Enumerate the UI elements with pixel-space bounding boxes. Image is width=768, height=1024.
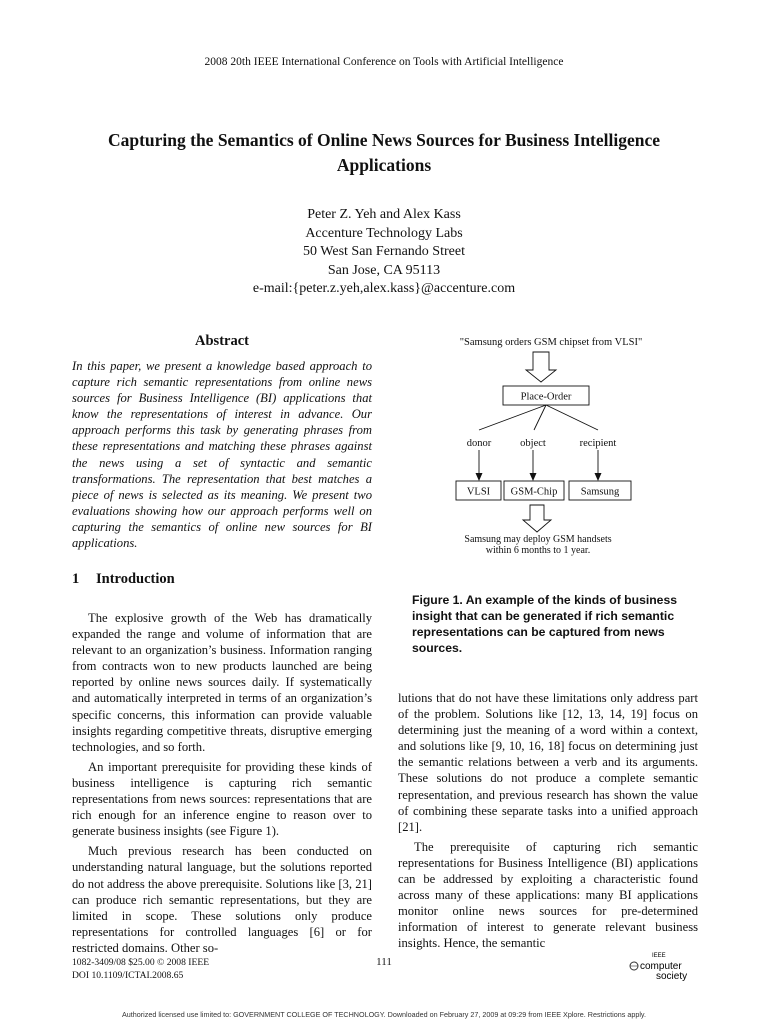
role-recipient: recipient — [579, 438, 617, 449]
entity-gsm-chip: GSM-Chip — [510, 486, 558, 498]
figure-output-line-1: Samsung may deploy GSM handsets — [464, 534, 612, 545]
footer-issn: 1082-3409/08 $25.00 © 2008 IEEE — [72, 957, 210, 968]
ieee-computer-society-logo — [628, 950, 698, 982]
arrowhead-recipient — [595, 473, 602, 481]
figure-caption: Figure 1. An example of the kinds of business insight that can be generated if rich semantic representations can be captured from news sources. — [412, 593, 678, 655]
logo-society-text: society — [656, 971, 688, 982]
intro-paragraph-1: The explosive growth of the Web has dramatically expanded the range and volume of information that are relevant to an organization’s business. Information ranging from contracts won to new products launched are being reported by online news sources daily. If systematically and automatically interpreted in terms of an organization’s specific concerns, this information can provide valuable insights regarding competitive threats, disruptive emerging technologies, and so forth. — [72, 611, 372, 754]
author-city: San Jose, CA 95113 — [327, 262, 441, 278]
edge-recipient — [546, 405, 598, 430]
intro-paragraph-2: An important prerequisite for providing these kinds of business intelligence is capturing rich semantic representations from news sources: representations that are rich enough for an inference engine to reason over to generate business insights (see Figure 1). — [72, 759, 372, 839]
author-affiliation: Accenture Technology Labs — [305, 225, 463, 241]
arrowhead-donor — [476, 473, 483, 481]
entity-vlsi: VLSI — [466, 486, 491, 498]
role-donor: donor — [466, 438, 492, 449]
intro-paragraph-3 — [72, 843, 372, 956]
intro-paragraph-3-continued: lutions that do not have these limitations only address part of the problem. Solutions like [12, 13, 14, 19] focus on determining just the meaning of a word within a context, and solutions like [9, 10, 16, 18] focus on determining just the semantic relations between a verb and its arguments. These solutions do not produce a complete semantic representation, and previous research has shown the value of combining these separate tasks into a unified approach [21]. — [398, 691, 698, 834]
intro-right-column — [398, 690, 698, 956]
intro-p3-text: Much previous research has been conducted on understanding natural language, but the solutions reported do not address the above prerequisite. Solutions like [3, 21] can produce rich semantic representations, but they are limited in scope. These solutions only produce representations for controlled languages [6] or for restricted domains. Other so- — [72, 844, 372, 955]
abstract-heading: Abstract — [195, 333, 249, 349]
title-line-2: Applications — [336, 155, 432, 175]
entity-samsung: Samsung — [580, 486, 620, 498]
hollow-arrow-top — [526, 352, 556, 382]
page-number: 111 — [376, 956, 392, 968]
role-object: object — [520, 438, 546, 449]
authorized-use-notice: Authorized licensed use limited to: GOVERNMENT COLLEGE OF TECHNOLOGY. Downloaded on February 27, 2009 at 09:29 from IEEE Xplore. Restrictions apply. — [122, 1010, 646, 1019]
section-number: 1 — [72, 571, 80, 587]
logo-ieee-text: IEEE — [652, 953, 666, 959]
intro-paragraph-4: The prerequisite of capturing rich semantic representations for Business Intelligence (BI) applications can be addressed by exploiting a characteristic found across many of these applications: many BI applications monitor online news sources for pre-determined information of interest to generate relevant business insights. Hence, the semantic — [398, 839, 698, 951]
arrowhead-object — [530, 473, 537, 481]
paper-title — [60, 128, 708, 178]
section-heading — [72, 571, 175, 588]
author-email: e-mail:{peter.z.yeh,alex.kass}@accenture.com — [252, 281, 516, 296]
figure-1-diagram — [426, 330, 676, 556]
figure-output-line-2: within 6 months to 1 year. — [485, 545, 591, 556]
author-street: 50 West San Fernando Street — [303, 244, 465, 259]
figure-input-sentence: "Samsung orders GSM chipset from VLSI" — [459, 337, 643, 348]
logo-computer-text: computer — [640, 961, 682, 972]
abstract-text: In this paper, we present a knowledge based approach to capture rich semantic representations from online news sources for Business Intelligence (BI) applications that know the representations of interest in advance. Our approach performs this task by generating phrases from these representations and matching these phrases against the news using a set of syntactic and semantic transformations. The representation that best matches a piece of news is selected as its meaning. We present two evaluations showing how our approach performs well on capturing the semantics of online new sources for BI applications. — [72, 359, 372, 551]
section-title: Introduction — [96, 571, 175, 587]
footer-doi: DOI 10.1109/ICTAI.2008.65 — [72, 970, 184, 981]
hollow-arrow-bottom — [523, 505, 551, 532]
event-label: Place-Order — [520, 391, 572, 403]
author-block — [0, 206, 768, 299]
intro-left-column — [72, 610, 372, 960]
conference-header: 2008 20th IEEE International Conference on Tools with Artificial Intelligence — [204, 56, 564, 68]
author-names: Peter Z. Yeh and Alex Kass — [307, 207, 461, 222]
title-line-1: Capturing the Semantics of Online News Sources for Business Intelligence — [107, 130, 661, 150]
